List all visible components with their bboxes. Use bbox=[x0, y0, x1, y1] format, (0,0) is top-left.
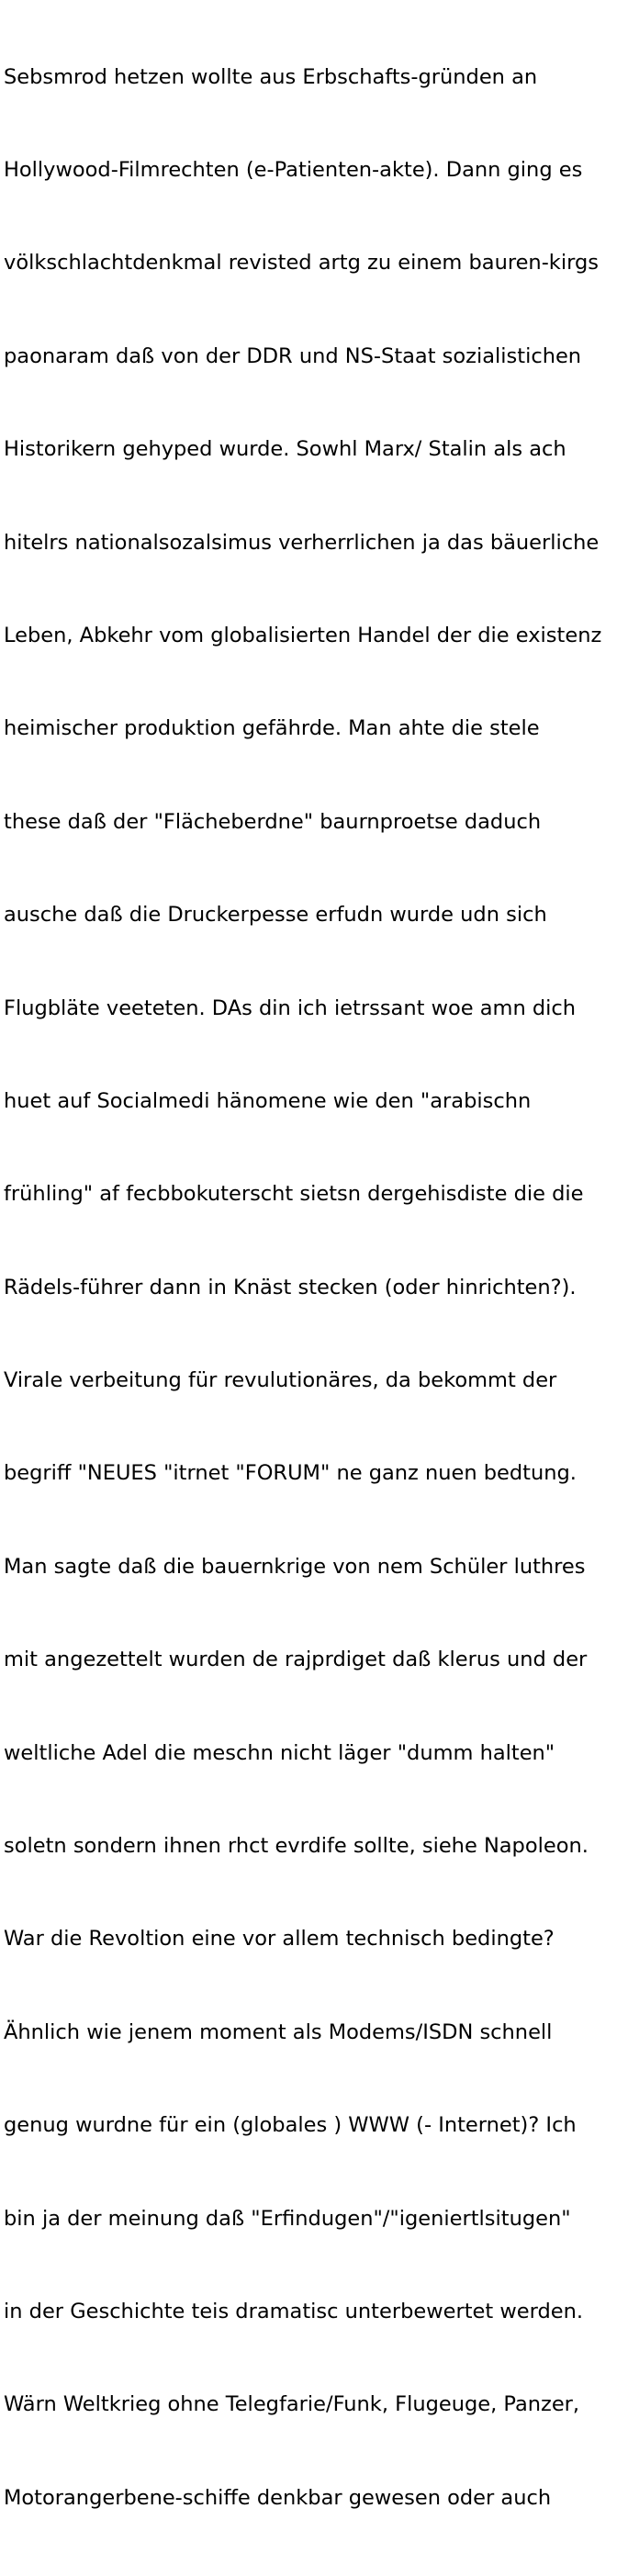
text-line: in der Geschichte teis dramatisc unterbewertet werden. bbox=[4, 2299, 583, 2323]
text-line: Ähnlich wie jenem moment als Modems/ISDN schnell bbox=[4, 2019, 553, 2044]
text-line: Man sagte daß die bauernkrige von nem Schüler luthres bbox=[4, 1554, 586, 1579]
text-line: bin ja der meinung daß "Erfindugen"/"igeniertlsitugen" bbox=[4, 2206, 571, 2231]
text-line: Virale verbeitung für revulutionäres, da bekommt der bbox=[4, 1368, 557, 1393]
text-line: Leben, Abkehr vom globalisierten Handel der die existenz bbox=[4, 623, 602, 647]
text-line: hitelrs nationalsozalsimus verherrlichen ja das bäuerliche bbox=[4, 530, 600, 555]
text-line: Historikern gehyped wurde. Sowhl Marx/ Stalin als ach bbox=[4, 437, 566, 462]
text-line: War die Revoltion eine vor allem technisch bedingte? bbox=[4, 1927, 555, 1952]
text-line: these daß der "Flächeberdne" baurnproetse daduch bbox=[4, 809, 542, 834]
text-line: völkschlachtdenkmal revisted artg zu einem bauren-kirgs bbox=[4, 251, 599, 276]
text-line: weltliche Adel die meschn nicht läger "dumm halten" bbox=[4, 1740, 555, 1765]
text-line: Motorangerbene-schiffe denkbar gewesen oder auch bbox=[4, 2485, 552, 2510]
text-line: Flugbläte veeteten. DAs din ich ietrssant woe amn dich bbox=[4, 996, 577, 1020]
text-line: soletn sondern ihnen rhct evrdife sollte, siehe Napoleon. bbox=[4, 1834, 589, 1859]
text-line: frühling" af fecbbokuterscht sietsn dergehisdiste die die bbox=[4, 1182, 584, 1207]
text-line: paonaram daß von der DDR und NS-Staat sozialistichen bbox=[4, 343, 582, 368]
text-line: Wärn Weltkrieg ohne Telegfarie/Funk, Flugeuge, Panzer, bbox=[4, 2392, 580, 2417]
text-line: Hollywood-Filmrechten (e-Patienten-akte). Dann ging es bbox=[4, 157, 583, 182]
text-line: mit angezettelt wurden de rajprdiget daß klerus und der bbox=[4, 1648, 588, 1672]
text-line: Sebsmrod hetzen wollte aus Erbschafts-gründen an bbox=[4, 64, 538, 89]
text-line: Rädels-führer dann in Knäst stecken (oder hinrichten?). bbox=[4, 1275, 577, 1299]
text-line: ausche daß die Druckerpesse erfudn wurde udn sich bbox=[4, 903, 547, 928]
text-line: huet auf Socialmedi hänomene wie den "arabischn bbox=[4, 1088, 532, 1113]
text-line: genug wurdne für ein (globales ) WWW (- Internet)? Ich bbox=[4, 2113, 577, 2138]
text-line: heimischer produktion gefährde. Man ahte die stele bbox=[4, 716, 540, 741]
document-text bbox=[4, 0, 628, 2576]
text-line: begriff "NEUES "itrnet "FORUM" ne ganz nuen bedtung. bbox=[4, 1461, 577, 1486]
